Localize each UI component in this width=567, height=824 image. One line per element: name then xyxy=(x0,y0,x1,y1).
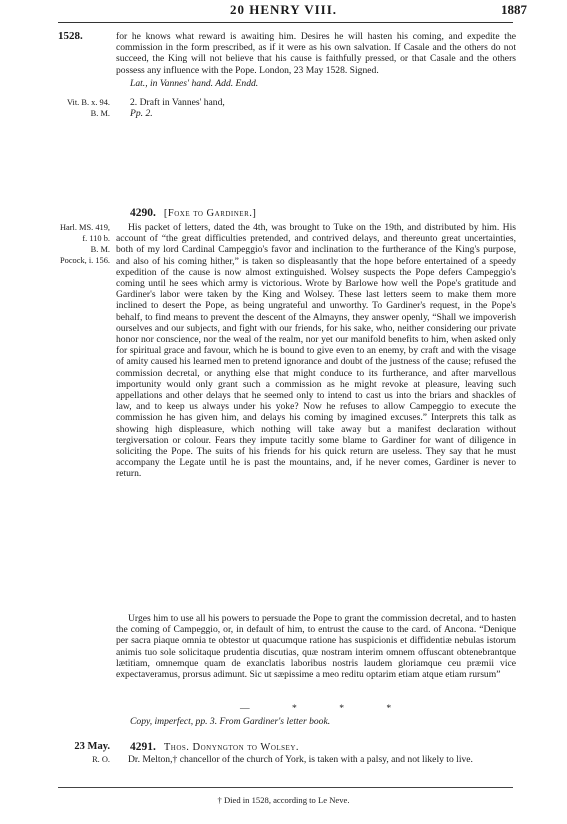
footnote-rule xyxy=(58,787,513,788)
entry-4290-paragraph-1: His packet of letters, dated the 4th, was brought to Tuke on the 19th, and distributed by him. His account of “the great difficulties pretended, and contrived delays, and thereunto great uncertainties, both of my lord Cardinal Campeggio's favor and inclination to the furtherance of the King's purpose, and also of his coming hither,” is taken so displeasantly that the hope before entertained of a speedy expedition of the cause is now almost extinguished. Wolsey suspects the Pope defers Campeggio's coming until he sees which army is victorious. Wrote by Barlowe how well the Pope's gratitude and Gardiner's labor were taken by the King and Wolsey. These last letters seem to make them more inclined to desert the Pope, as being ungrateful and unworthy. To Gardiner's request, in the Pope's behalf, to find means to prevent the descent of the Almayns, they answer openly, “Shall we impoverish ourselves and our subjects, and fight with our friends, for his sake, who, neither considering our private honor nor conscience, nor the weal of the realm, nor yet our manifold benefits to him, when asked only for spiritual grace and favour, which he is bound to give even to an enemy, by craft and with the visage of amity caused his learned men to pretend ignorance and doubt of the justness of the cause; refused the commission decretal, or anything else that might conduce to its furtherance, and after marvellous importunity would only grant such a commission as he might revoke at pleasure, leaving such appellations and other delays that he seemed only to intend to cast us into the briars and shackles of law, and to keep us always under his yoke? Now he refuses to allow Campeggio to execute the commission he has given him, and delays his coming by imagined excuses.” Interprets this talk as showing high displeasure, which nothing will take away but a manifest declaration without tergiversation or colour. Fears they impute tacitly some blame to Gardiner for want of diligence in soliciting the Pope. The suits of his friends for his quick return are useless. They say that he must accompany the Legate until he is past the mountains, and, if he never comes, Gardiner is never to return. xyxy=(116,222,516,480)
year-label: 1528. xyxy=(58,30,83,42)
entry-4291-margin-src: R. O. xyxy=(92,755,110,764)
draft-margin-ref: Vit. B. x. 94. xyxy=(66,98,110,107)
running-header-title: 20 HENRY VIII. xyxy=(229,2,338,17)
entry-number: 4291. xyxy=(130,741,156,753)
page-number: 1887 xyxy=(501,2,527,17)
entry-4290-heading xyxy=(130,207,256,219)
draft-margin-src: B. M. xyxy=(90,109,110,118)
margin-ref-harl: Harl. MS. 419, xyxy=(59,223,110,232)
entry-4291-date: 23 May. xyxy=(74,741,110,752)
header-rule xyxy=(58,22,513,23)
margin-ref-bm: B. M. xyxy=(90,245,110,254)
entry-4291-paragraph: Dr. Melton,† chancellor of the church of York, is taken with a palsy, and not likely to live. xyxy=(128,754,473,765)
draft-line: 2. Draft in Vannes' hand, xyxy=(130,97,225,108)
opening-paragraph: for he knows what reward is awaiting him. Desires he will hasten his coming, and expedite the commission in the form prescribed, as if it were as his own salvation. If Casale and the others do not succeed, the King will not believe that his cause is faithfully pressed, or that Casale and the others possess any influence with the Pope. London, 23 May 1528. Signed. xyxy=(116,31,516,76)
entry-4291-heading xyxy=(130,741,299,753)
margin-ref-folio: f. 110 b. xyxy=(82,234,110,243)
entry-title: [Foxe to Gardiner.] xyxy=(163,208,257,219)
footnote: † Died in 1528, according to Le Neve. xyxy=(217,795,350,805)
entry-title: Thos. Donyngton to Wolsey. xyxy=(163,742,300,753)
draft-pages: Pp. 2. xyxy=(130,108,153,119)
entry-number: 4290. xyxy=(130,207,156,219)
entry-4290-paragraph-2: Urges him to use all his powers to persuade the Pope to grant the commission decretal, and to hasten the coming of Campeggio, or, in default of him, to entrust the cause to the card. of Ancona. “Denique per sacra piaque omnia te obtestor ut quacumque ratione has suspicionis et diffidentiæ nebulas istorum animis tuo sole solicitaque prudentia discutias, quæ nostram interim omnem offuscant obtenebrantque lætitiam, omnemque quam de exanclatis laboribus nostris laudem gloriamque ceu præmii vice expectaveramus, prorsus adimunt. Sic ut sæpissime a meo reditu optarim etiam atque etiam rursum” xyxy=(116,613,516,681)
entry-4290-note: Copy, imperfect, pp. 3. From Gardiner's letter book. xyxy=(130,716,331,727)
ellipsis-stars: — * * * xyxy=(240,703,412,714)
margin-ref-pocock: Pocock, i. 156. xyxy=(59,256,110,265)
opening-note: Lat., in Vannes' hand. Add. Endd. xyxy=(130,78,259,89)
